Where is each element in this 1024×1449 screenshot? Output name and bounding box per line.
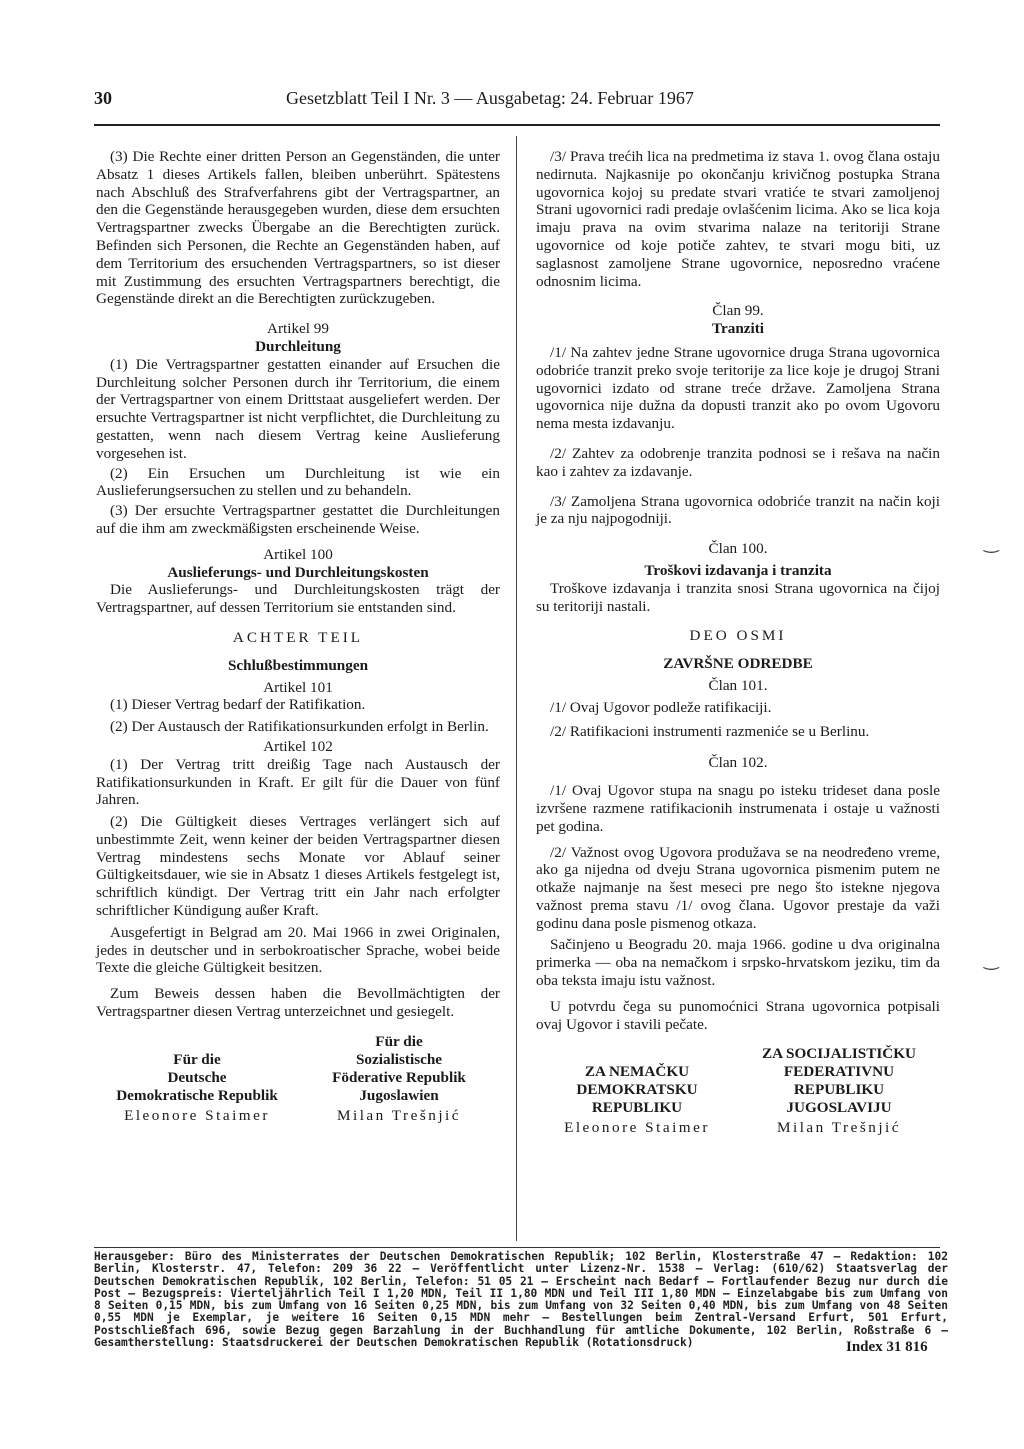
article-102-title: Član 102.	[708, 754, 768, 772]
article-102-paragraph-2: (2) Die Gültigkeit dieses Vertrages verlängert sich auf unbestimmte Zeit, wenn keiner der beiden Vertragspartner diesen Vertrag mindestens sechs Monate vor Ablauf seiner Gültigkeitsdauer, wie sie in Absatz 1 dieses Artikels festgelegt ist, schriftlich kündigt. Der Vertrag tritt ein Jahr nach erfolgter schriftlicher Kündigung außer Kraft.	[96, 813, 500, 920]
page-header	[94, 88, 940, 116]
serbian-column	[536, 148, 940, 1137]
witness-paragraph: U potvrdu čega su punomoćnici Strana ugovornica potpisali ovaj Ugovor i stavili pečate.	[536, 997, 940, 1033]
article-100-heading: Troškovi izdavanja i tranzita	[644, 561, 832, 579]
signature-block	[536, 1045, 940, 1137]
paragraph-art98-3: /3/ Prava trećih lica na predmetima iz stava 1. ovog člana ostaju nedirnuta. Najkasnije po okončanju krivičnog postupka Strana ugovornica kojoj su predate stvari vratiće te stvari zamoljenoj Strani ugovornici radi predaje ovlašćenim licima. Ako se lica koja imaju prava na ovim stvarima nalaze na teritoriji Strane ugovornice od koje potiče zahtev, te stvari mogu biti, uz saglasnost zamoljene Strane ugovornice, neposredno vraćene odnosnim licima.	[536, 148, 940, 290]
running-title: Gesetzblatt Teil I Nr. 3 — Ausgabetag: 24. Februar 1967	[286, 88, 694, 108]
signatory-left-name: Eleonore Staimer	[124, 1106, 270, 1124]
article-99-paragraph-3: /3/ Zamoljena Strana ugovornica odobriće tranzit na način koji je za nju najpogodniji.	[536, 492, 940, 528]
page-number: 30	[94, 88, 112, 108]
margin-mark: ‿	[984, 950, 999, 971]
german-column	[96, 148, 500, 1125]
article-102-title: Artikel 102	[263, 737, 333, 755]
part-heading: Schlußbestimmungen	[227, 656, 369, 674]
signatory-left: Für die Deutsche Demokratische Republik	[116, 1050, 278, 1104]
index-number: Index 31 816	[846, 1339, 928, 1355]
header-rule	[94, 124, 940, 126]
column-divider	[516, 136, 517, 1241]
signatory-right: Für die Sozialistische Föderative Republik Jugoslawien	[332, 1032, 466, 1104]
article-99-paragraph-3: (3) Der ersuchte Vertragspartner gestattet die Durchleitungen auf die ihm am zweckmäßigsten erscheinende Weise.	[96, 502, 500, 537]
colophon-rule	[94, 1247, 940, 1248]
article-99-paragraph-2: (2) Ein Ersuchen um Durchleitung ist wie ein Auslieferungsersuchen zu stellen und zu behandeln.	[96, 464, 500, 500]
signatory-left-name: Eleonore Staimer	[564, 1119, 710, 1137]
article-100-heading: Auslieferungs- und Durchleitungskosten	[167, 563, 429, 581]
article-99-title: Artikel 99	[266, 320, 329, 338]
article-101-paragraph-2: /2/ Ratifikacioni instrumenti razmeniće se u Berlinu.	[550, 722, 870, 740]
article-101-paragraph-1: /1/ Ovaj Ugovor podleže ratifikaciji.	[550, 698, 772, 716]
done-at-paragraph: Sačinjeno u Beogradu 20. maja 1966. godine u dva originalna primerka — oba na nemačkom i srpsko-hrvatskom jeziku, tim da oba teksta imaju istu važnost.	[536, 936, 940, 990]
part-heading: ZAVRŠNE ODREDBE	[663, 655, 813, 673]
article-101-title: Član 101.	[708, 676, 768, 694]
article-100-paragraph: Troškove izdavanja i tranzita snosi Strana ugovornica na čijoj su teritoriji nastali.	[536, 579, 940, 615]
witness-paragraph: Zum Beweis dessen haben die Bevollmächtigten der Vertragspartner diesen Vertrag unterzeichnet und gesiegelt.	[96, 985, 500, 1021]
article-99-heading: Durchleitung	[255, 337, 341, 355]
article-100-title: Artikel 100	[263, 545, 333, 563]
done-at-paragraph: Ausgefertigt in Belgrad am 20. Mai 1966 in zwei Originalen, jedes in deutscher und in serbokroatischer Sprache, wobei beide Texte die gleiche Gültigkeit besitzen.	[96, 923, 500, 977]
article-99-paragraph-1: (1) Die Vertragspartner gestatten einander auf Ersuchen die Durchleitung solcher Personen durch ihr Territorium, die einem der Vertragspartner von einem Drittstaat ausgeliefert werden. Der ersuchte Vertragspartner ist nicht verpflichtet, die Durchleitung zu gestatten, wenn nach diesem Vertrag keine Auslieferung vorgesehen ist.	[96, 355, 500, 462]
article-100-paragraph: Die Auslieferungs- und Durchleitungskosten trägt der Vertragspartner, auf dessen Territorium sie entstanden sind.	[96, 581, 500, 617]
part-title: DEO OSMI	[689, 627, 787, 645]
signatory-right-name: Milan Trešnjić	[336, 1106, 462, 1124]
signatory-right-name: Milan Trešnjić	[776, 1119, 902, 1137]
signature-block	[96, 1033, 500, 1125]
signatory-right: ZA SOCIJALISTIČKU FEDERATIVNU REPUBLIKU JUGOSLAVIJU	[761, 1045, 917, 1117]
article-99-paragraph-2: /2/ Zahtev za odobrenje tranzita podnosi se i rešava na način kao i zahtev za izdavanje.	[536, 444, 940, 480]
article-99-heading: Tranziti	[711, 320, 765, 338]
article-102-paragraph-1: /1/ Ovaj Ugovor stupa na snagu po isteku trideset dana posle izvršene razmene ratifikacionih instrumenata i ostaje u važnosti pet godina.	[536, 782, 940, 835]
article-101-title: Artikel 101	[263, 678, 333, 696]
signatory-left: ZA NEMAČKU DEMOKRATSKU REPUBLIKU	[576, 1063, 698, 1117]
paragraph-art98-3: (3) Die Rechte einer dritten Person an Gegenständen, die unter Absatz 1 dieses Artikels fallen, bleiben unberührt. Spätestens nach Abschluß des Strafverfahrens gibt der Vertragspartner, an den die Gegenstände herausgegeben wurden, diese dem ersuchten Vertragspartner zwecks Übergabe an die Berechtigten zurück. Befinden sich Personen, die Rechte an Gegenständen haben, auf dem Territorium des ersuchenden Vertragspartners, so ist dieser mit Zustimmung des ersuchten Vertragspartners berechtigt, die Gegenstände direkt an die Berechtigten zurückzugeben.	[96, 148, 500, 308]
article-99-paragraph-1: /1/ Na zahtev jedne Strane ugovornice druga Strana ugovornica odobriće tranzit preko svoje teritorije za lice koje je drugoj Strani ugovornici izdato od strane treće države. Zamoljena Strana ugovornica nije dužna da dopusti tranzit ako po ovom Ugovoru nema mesta izdavanju.	[536, 343, 940, 433]
article-102-paragraph-1: (1) Der Vertrag tritt dreißig Tage nach Austausch der Ratifikationsurkunden in Kraft. Er gilt für die Dauer von fünf Jahren.	[96, 755, 500, 809]
colophon: Herausgeber: Büro des Ministerrates der Deutschen Demokratischen Republik; 102 Berlin, Klosterstraße 47 – Redaktion: 102 Berlin, Klosterstr. 47, Telefon: 209 36 22 – Veröffentlicht unter Lizenz-Nr. 1538 – Verlag: (610/62) Staatsverlag der Deutschen Demokratischen Republik, 102 Berlin, Telefon: 51 05 21 – Erscheint nach Bedarf – Fortlaufender Bezug nur durch die Post – Bezugspreis: Vierteljährlich Teil I 1,20 MDN, Teil II 1,80 MDN und Teil III 1,80 MDN – Einzelabgabe bis zum Umfang von 8 Seiten 0,15 MDN, bis zum Umfang von 16 Seiten 0,25 MDN, bis zum Umfang von 32 Seiten 0,40 MDN, bis zum Umfang von 48 Seiten 0,55 MDN je Exemplar, je weitere 16 Seiten 0,15 MDN mehr – Bestellungen beim Zentral-Versand Erfurt, 501 Erfurt, Postschließfach 696, sowie Bezug gegen Barzahlung in der Buchhandlung für amtliche Dokumente, 102 Berlin, Roßstraße 6 – Gesamtherstellung: Staatsdruckerei der Deutschen Demokratischen Republik (Rotationsdruck)	[94, 1250, 948, 1350]
article-101-paragraph-2: (2) Der Austausch der Ratifikationsurkunden erfolgt in Berlin.	[110, 718, 489, 736]
article-101-paragraph-1: (1) Dieser Vertrag bedarf der Ratifikation.	[110, 696, 366, 714]
part-title: ACHTER TEIL	[232, 628, 364, 646]
article-99-title: Član 99.	[712, 302, 764, 320]
article-100-title: Član 100.	[708, 540, 768, 558]
margin-mark: ‿	[984, 533, 999, 554]
article-102-paragraph-2: /2/ Važnost ovog Ugovora produžava se na neodređeno vreme, ako ga nijedna od dveju Strana ugovornica pismenim putem ne otkaže najmanje na šest meseci pre nego što istekne njegova važnost prema stavu /1/ ovog člana. Ugovor prestaje da važi godinu dana posle pismenog otkaza.	[536, 843, 940, 932]
